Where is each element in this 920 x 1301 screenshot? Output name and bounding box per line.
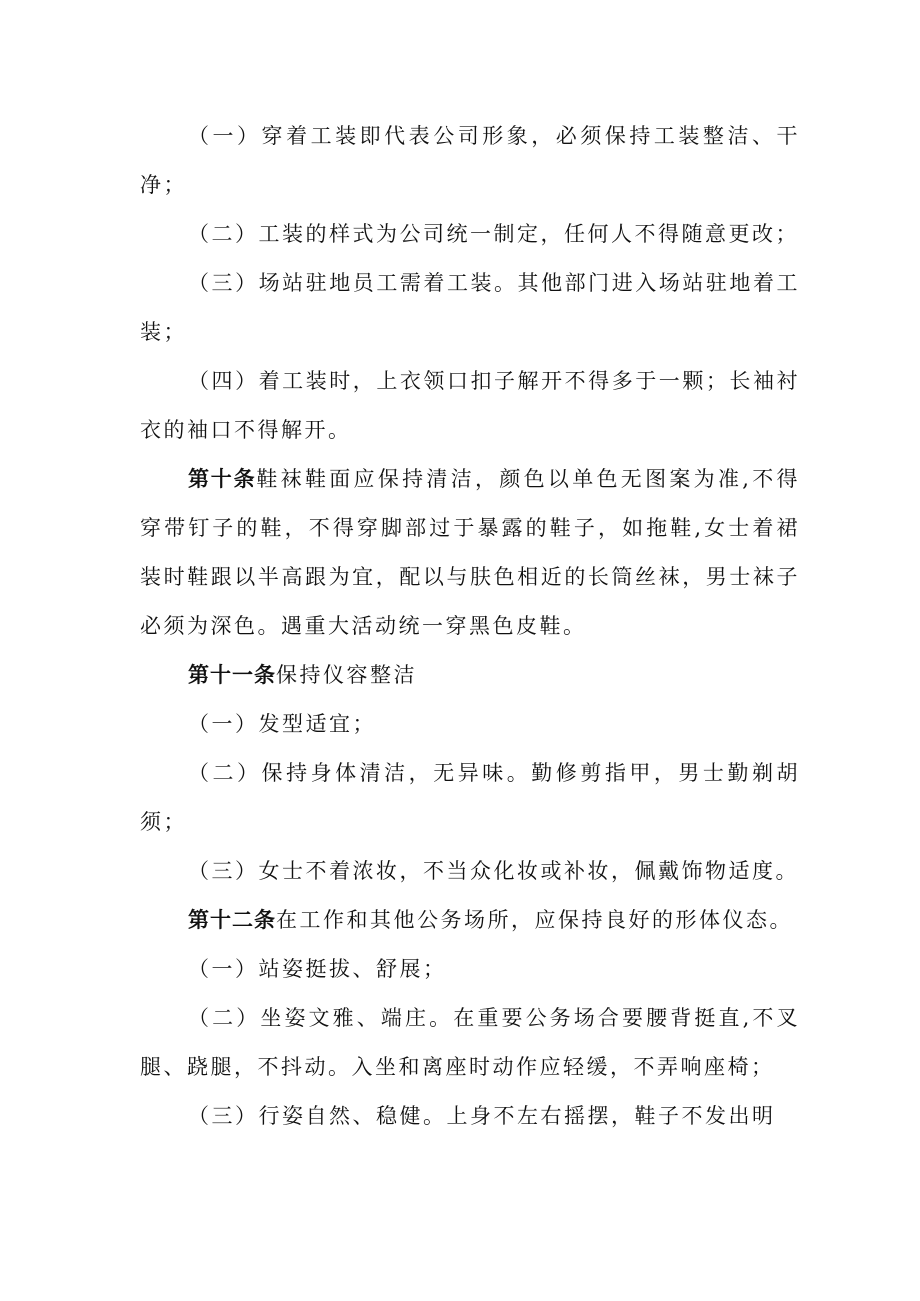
paragraph-walking: [140, 1092, 800, 1141]
article-heading: 第十一条: [188, 663, 276, 687]
paragraph-text: （一）穿着工装即代表公司形象，必须保持工装整洁、干净；: [140, 124, 800, 197]
article-heading: 第十二条: [188, 908, 276, 932]
paragraph-text: （三）场站驻地员工需着工装。其他部门进入场站驻地着工装；: [140, 271, 800, 344]
article-text: 保持仪容整洁: [276, 663, 417, 687]
article-11: [140, 651, 800, 700]
paragraph-uniform-station: [140, 259, 800, 357]
document-body: [140, 112, 800, 1141]
paragraph-uniform-style: [140, 210, 800, 259]
paragraph-text: （一）站姿挺拔、舒展；: [188, 957, 447, 981]
paragraph-text: （三）女士不着浓妆，不当众化妆或补妆，佩戴饰物适度。: [188, 859, 799, 883]
article-text: 鞋袜鞋面应保持清洁，颜色以单色无图案为准,不得穿带钉子的鞋，不得穿脚部过于暴露的鞋子，如拖鞋,女士着裙装时鞋跟以半高跟为宜，配以与肤色相近的长筒丝袜，男士袜子必须为深色。遇重大活动统一穿黑色皮鞋。: [140, 467, 800, 638]
paragraph-text: （二）工装的样式为公司统一制定，任何人不得随意更改；: [188, 222, 799, 246]
paragraph-makeup: [140, 847, 800, 896]
article-10: [140, 455, 800, 651]
paragraph-uniform-buttons: [140, 357, 800, 455]
paragraph-text: （二）坐姿文雅、端庄。在重要公务场合要腰背挺直,不叉腿、跷腿，不抖动。入坐和离座时动作应轻缓，不弄响座椅；: [140, 1006, 800, 1079]
paragraph-text: （三）行姿自然、稳健。上身不左右摇摆，鞋子不发出明: [188, 1104, 776, 1128]
paragraph-sitting: [140, 994, 800, 1092]
article-heading: 第十条: [188, 467, 257, 491]
article-12: [140, 896, 800, 945]
article-text: 在工作和其他公务场所，应保持良好的形体仪态。: [276, 908, 793, 932]
paragraph-uniform-image: [140, 112, 800, 210]
paragraph-standing: [140, 945, 800, 994]
paragraph-hairstyle: [140, 700, 800, 749]
paragraph-text: （一）发型适宜；: [188, 712, 376, 736]
paragraph-text: （二）保持身体清洁，无异味。勤修剪指甲，男士勤剃胡须；: [140, 761, 800, 834]
paragraph-text: （四）着工装时，上衣领口扣子解开不得多于一颗；长袖衬衣的袖口不得解开。: [140, 369, 800, 442]
paragraph-body-clean: [140, 749, 800, 847]
